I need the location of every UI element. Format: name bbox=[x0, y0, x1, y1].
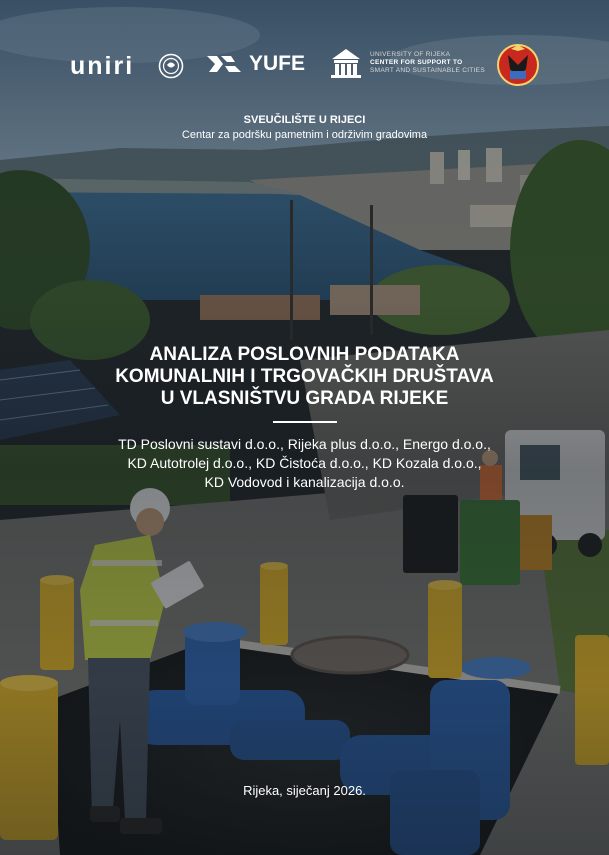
companies-line-2: KD Autotrolej d.o.o., KD Čistoća d.o.o., KD Kozala d.o.o., bbox=[127, 455, 482, 471]
center-logo-line1: UNIVERSITY OF RIJEKA bbox=[370, 51, 451, 58]
uniri-logo: uniri bbox=[70, 52, 135, 80]
report-title bbox=[40, 344, 569, 410]
institution-name: SVEUČILIŠTE U RIJECI bbox=[243, 114, 366, 126]
logo-bar bbox=[0, 38, 609, 94]
center-logo bbox=[328, 47, 485, 79]
place-date: Rijeka, siječanj 2026. bbox=[243, 783, 366, 798]
building-logo-icon bbox=[328, 47, 364, 79]
title-line-3: U VLASNIŠTVU GRADA RIJEKE bbox=[160, 388, 449, 409]
center-logo-line2: CENTER FOR SUPPORT TO bbox=[370, 59, 463, 66]
companies-line-1: TD Poslovni sustavi d.o.o., Rijeka plus d.o.o., Energo d.o.o., bbox=[118, 436, 491, 452]
companies-line-3: KD Vodovod i kanalizacija d.o.o. bbox=[204, 474, 405, 490]
institution-subtitle: Centar za podršku pametnim i održivim gradovima bbox=[181, 129, 428, 141]
yufe-logo bbox=[205, 52, 305, 76]
institution-header bbox=[0, 113, 609, 142]
title-line-1: ANALIZA POSLOVNIH PODATAKA bbox=[149, 344, 460, 365]
title-line-2: KOMUNALNIH I TRGOVAČKIH DRUŠTAVA bbox=[115, 366, 494, 387]
title-divider bbox=[273, 421, 337, 423]
university-seal-icon bbox=[158, 53, 184, 79]
yufe-text: YUFE bbox=[249, 52, 306, 75]
center-logo-line3: SMART AND SUSTAINABLE CITIES bbox=[370, 67, 485, 74]
yufe-logo-icon bbox=[205, 52, 243, 76]
rijeka-coat-of-arms-icon bbox=[496, 41, 540, 89]
companies-list bbox=[40, 435, 569, 492]
